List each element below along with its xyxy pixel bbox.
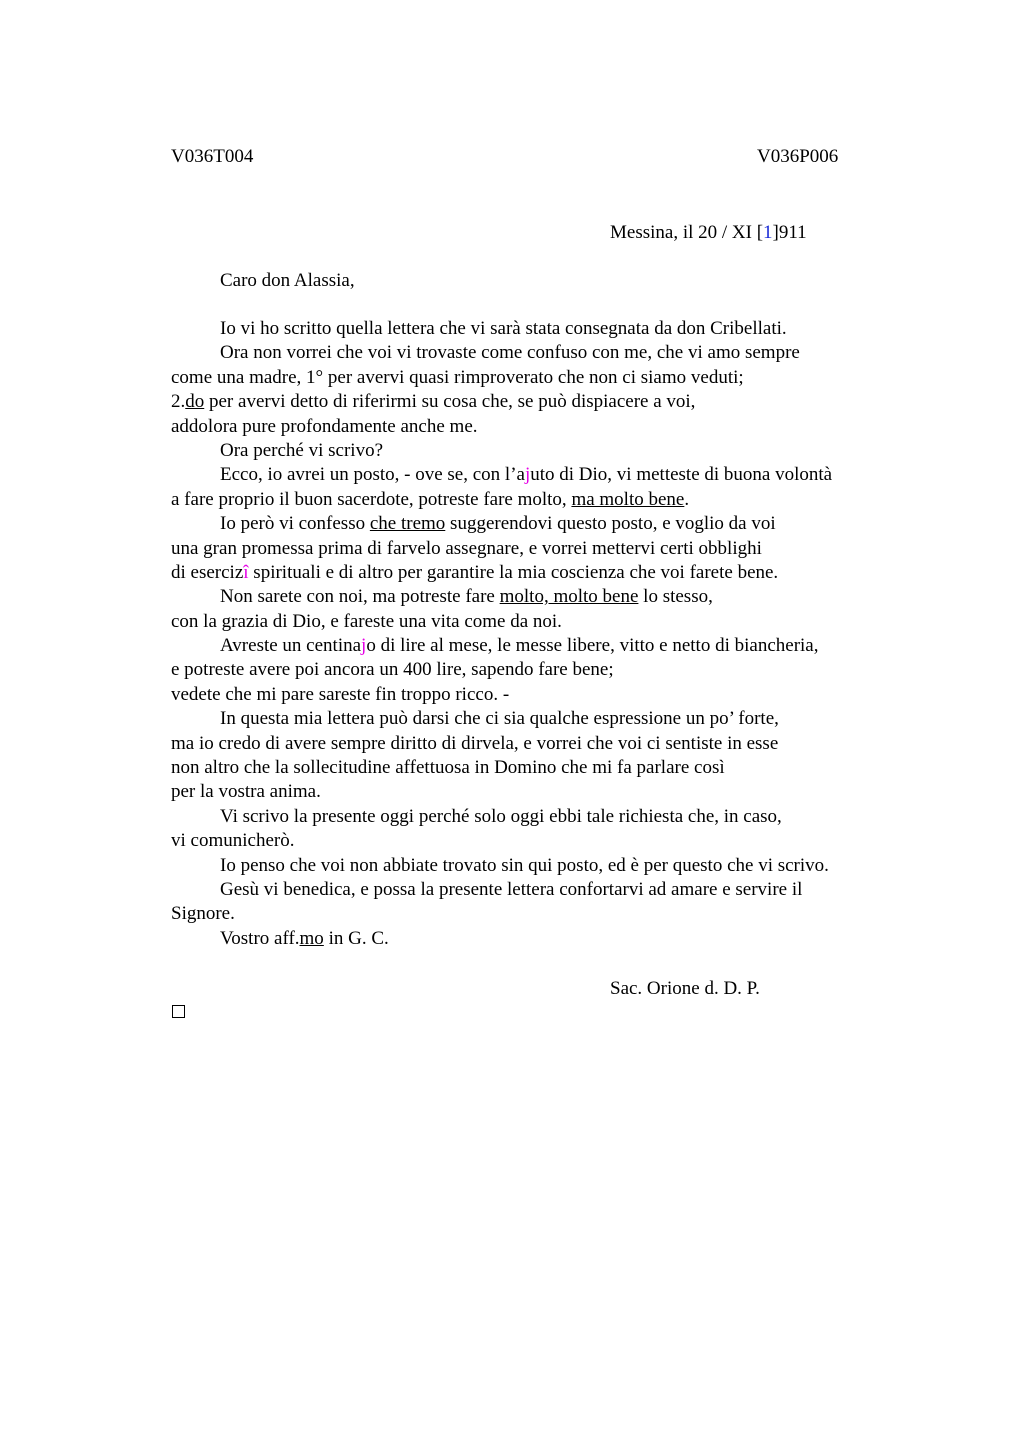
ordinal-number: 2. (171, 391, 186, 413)
p4-line2-text-c: . (684, 488, 690, 510)
variant-letter-j: j (524, 464, 531, 486)
letter-body (171, 317, 911, 951)
paragraph-2-line-2: come una madre, 1° per avervi quasi rimproverato che non ci siamo veduti; (171, 366, 744, 388)
p4-text-c: uto di Dio, vi metteste di buona volontà (530, 464, 833, 486)
p4-line2-text-a: a fare proprio il buon sacerdote, potreste fare molto, (171, 488, 572, 510)
dateline-editorial-digit: 1 (763, 222, 773, 243)
paragraph-5-line-3 (171, 561, 911, 585)
ordinal-suffix: do (185, 391, 205, 413)
p5-text-c: suggerendovi questo posto, e voglio da voi (445, 513, 776, 535)
underlined-phrase: che tremo (369, 513, 446, 535)
paragraph-9-line-2: vi comunicherò. (171, 830, 295, 852)
closing-text-c: in G. C. (323, 927, 389, 949)
paragraph-2-line-3 (171, 390, 911, 414)
underlined-phrase: molto, molto bene (499, 586, 639, 608)
dateline-text-end: ]911 (772, 222, 807, 243)
p5-line3-text-a: di eserciz (171, 561, 244, 583)
p6-text-a: Non sarete con noi, ma potreste fare (220, 586, 500, 608)
p4-text-a: Ecco, io avrei un posto, - ove se, con l’a (220, 464, 525, 486)
p6-text-c: lo stesso, (638, 586, 713, 608)
closing-text-a: Vostro aff. (220, 927, 300, 949)
closing-superscript: mo (299, 927, 324, 949)
paragraph-2-line-4: addolora pure profondamente anche me. (171, 415, 478, 437)
paragraph-8-line-3: non altro che la sollecitudine affettuosa in Domino che mi fa parlare così (171, 757, 725, 779)
checkbox-square-icon (172, 1005, 185, 1018)
paragraph-7-line-2: e potreste avere poi ancora un 400 lire, sapendo fare bene; (171, 659, 614, 681)
dateline (610, 221, 807, 245)
paragraph-7-line-3: vedete che mi pare sareste fin troppo ricco. - (171, 683, 510, 705)
p7-text-c: o di lire al mese, le messe libere, vitto e netto di biancheria, (366, 635, 819, 657)
paragraph-1: Io vi ho scritto quella lettera che vi sarà stata consegnata da don Cribellati. (220, 318, 787, 339)
paragraph-10: Io penso che voi non abbiate trovato sin qui posto, ed è per questo che vi scrivo. (220, 854, 829, 876)
paragraph-6-line-2: con la grazia di Dio, e fareste una vita come da noi. (171, 610, 562, 632)
dateline-text-start: Messina, il 20 / XI [ (610, 222, 764, 243)
salutation: Caro don Alassia, (220, 270, 355, 291)
paragraph-8-line-4: per la vostra anima. (171, 781, 321, 803)
paragraph-8-line-2: ma io credo di avere sempre diritto di dirvela, e vorrei che voi ci sentiste in esse (171, 732, 779, 754)
paragraph-7-line-1 (171, 634, 911, 658)
paragraph-4-line-2 (171, 488, 911, 512)
paragraph-4-line-1 (171, 463, 911, 487)
variant-letter-i: î (243, 561, 249, 583)
header-right-code: V036P006 (757, 146, 839, 167)
header-left-code: V036T004 (171, 146, 254, 167)
p7-text-a: Avreste un centina (220, 635, 362, 657)
variant-letter-j: j (361, 635, 367, 657)
p5-text-a: Io però vi confesso (220, 513, 370, 535)
signature: Sac. Orione d. D. P. (610, 978, 760, 999)
paragraph-2-line-1: Ora non vorrei che voi vi trovaste come confuso con me, che vi amo sempre (220, 342, 800, 364)
closing (171, 927, 911, 951)
paragraph-11-line-2: Signore. (171, 903, 235, 925)
p5-line3-text-c: spirituali e di altro per garantire la mia coscienza che voi farete bene. (248, 561, 779, 583)
paragraph-6-line-1 (171, 585, 911, 609)
paragraph-5-line-2: una gran promessa prima di farvelo assegnare, e vorrei mettervi certi obblighi (171, 537, 762, 559)
paragraph-2-line-3-text: per avervi detto di riferirmi su cosa che, se può dispiacere a voi, (204, 391, 696, 413)
paragraph-5-line-1 (171, 512, 911, 536)
paragraph-3: Ora perché vi scrivo? (220, 439, 384, 461)
underlined-phrase: ma molto bene (571, 488, 685, 510)
paragraph-9-line-1: Vi scrivo la presente oggi perché solo oggi ebbi tale richiesta che, in caso, (220, 805, 782, 827)
paragraph-8-line-1: In questa mia lettera può darsi che ci sia qualche espressione un po’ forte, (220, 708, 779, 730)
paragraph-11-line-1: Gesù vi benedica, e possa la presente lettera confortarvi ad amare e servire il (220, 878, 803, 900)
